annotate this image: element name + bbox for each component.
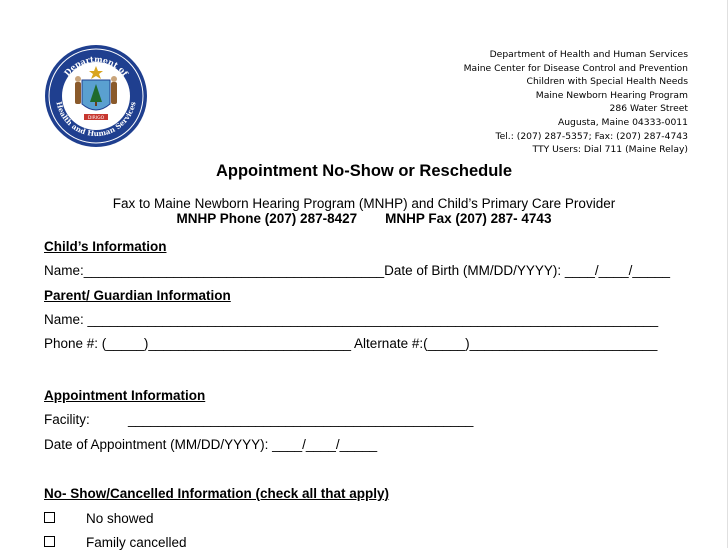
address-line: Maine Center for Disease Control and Prevention: [463, 62, 688, 74]
address-line: Children with Special Health Needs: [526, 76, 688, 88]
option-no-showed[interactable]: [44, 511, 154, 526]
option-label: Family cancelled: [86, 535, 187, 550]
address-line: Augusta, Maine 04333-0011: [557, 116, 688, 128]
address-line: Department of Health and Human Services: [489, 49, 688, 60]
fax-instructions: Fax to Maine Newborn Hearing Program (MNHP) and Child’s Primary Care Provider: [112, 196, 616, 211]
address-line: TTY Users: Dial 711 (Maine Relay): [532, 144, 688, 156]
mnhp-phone: MNHP Phone (207) 287-8427: [176, 211, 358, 226]
contact-numbers: [0, 211, 728, 226]
child-name-dob-field[interactable]: Name:________________________________________Date of Birth (MM/DD/YYYY): ____/____/_____: [44, 263, 670, 278]
seal-ring-bottom-text: Health and Human Services: [54, 100, 138, 139]
page-title: Appointment No-Show or Reschedule: [215, 162, 513, 180]
checkbox[interactable]: [44, 536, 55, 547]
section-heading-child: Child’s Information: [44, 239, 167, 254]
option-label: No showed: [86, 511, 154, 526]
section-heading-appointment: Appointment Information: [44, 388, 206, 403]
seal-figure-right: [111, 82, 117, 104]
section-heading-parent: Parent/ Guardian Information: [44, 288, 231, 303]
checkbox[interactable]: [44, 512, 55, 523]
address-line: Maine Newborn Hearing Program: [535, 89, 688, 101]
parent-name-field[interactable]: Name: ____________________________________________________________________________: [44, 312, 659, 327]
seal-ring-top-text: Department of: [61, 53, 131, 78]
seal-motto: DIRIGO: [87, 116, 105, 121]
facility-field[interactable]: ______________________________________________: [128, 412, 474, 427]
seal-figure-left: [75, 82, 81, 104]
appointment-date-field[interactable]: Date of Appointment (MM/DD/YYYY): ____/____/_____: [44, 437, 378, 452]
address-line: 286 Water Street: [609, 103, 688, 115]
section-heading-noshow: No- Show/Cancelled Information (check all that apply): [44, 486, 390, 501]
mnhp-fax: MNHP Fax (207) 287- 4743: [385, 211, 552, 226]
dhhs-seal-logo: [44, 44, 148, 148]
phone-field[interactable]: Phone #: (_____)___________________________ Alternate #:(_____)_________________________: [44, 336, 658, 351]
facility-label: Facility:: [44, 412, 90, 427]
address-line: Tel.: (207) 287-5357; Fax: (207) 287-4743: [495, 130, 688, 142]
agency-address-block: [464, 48, 688, 157]
